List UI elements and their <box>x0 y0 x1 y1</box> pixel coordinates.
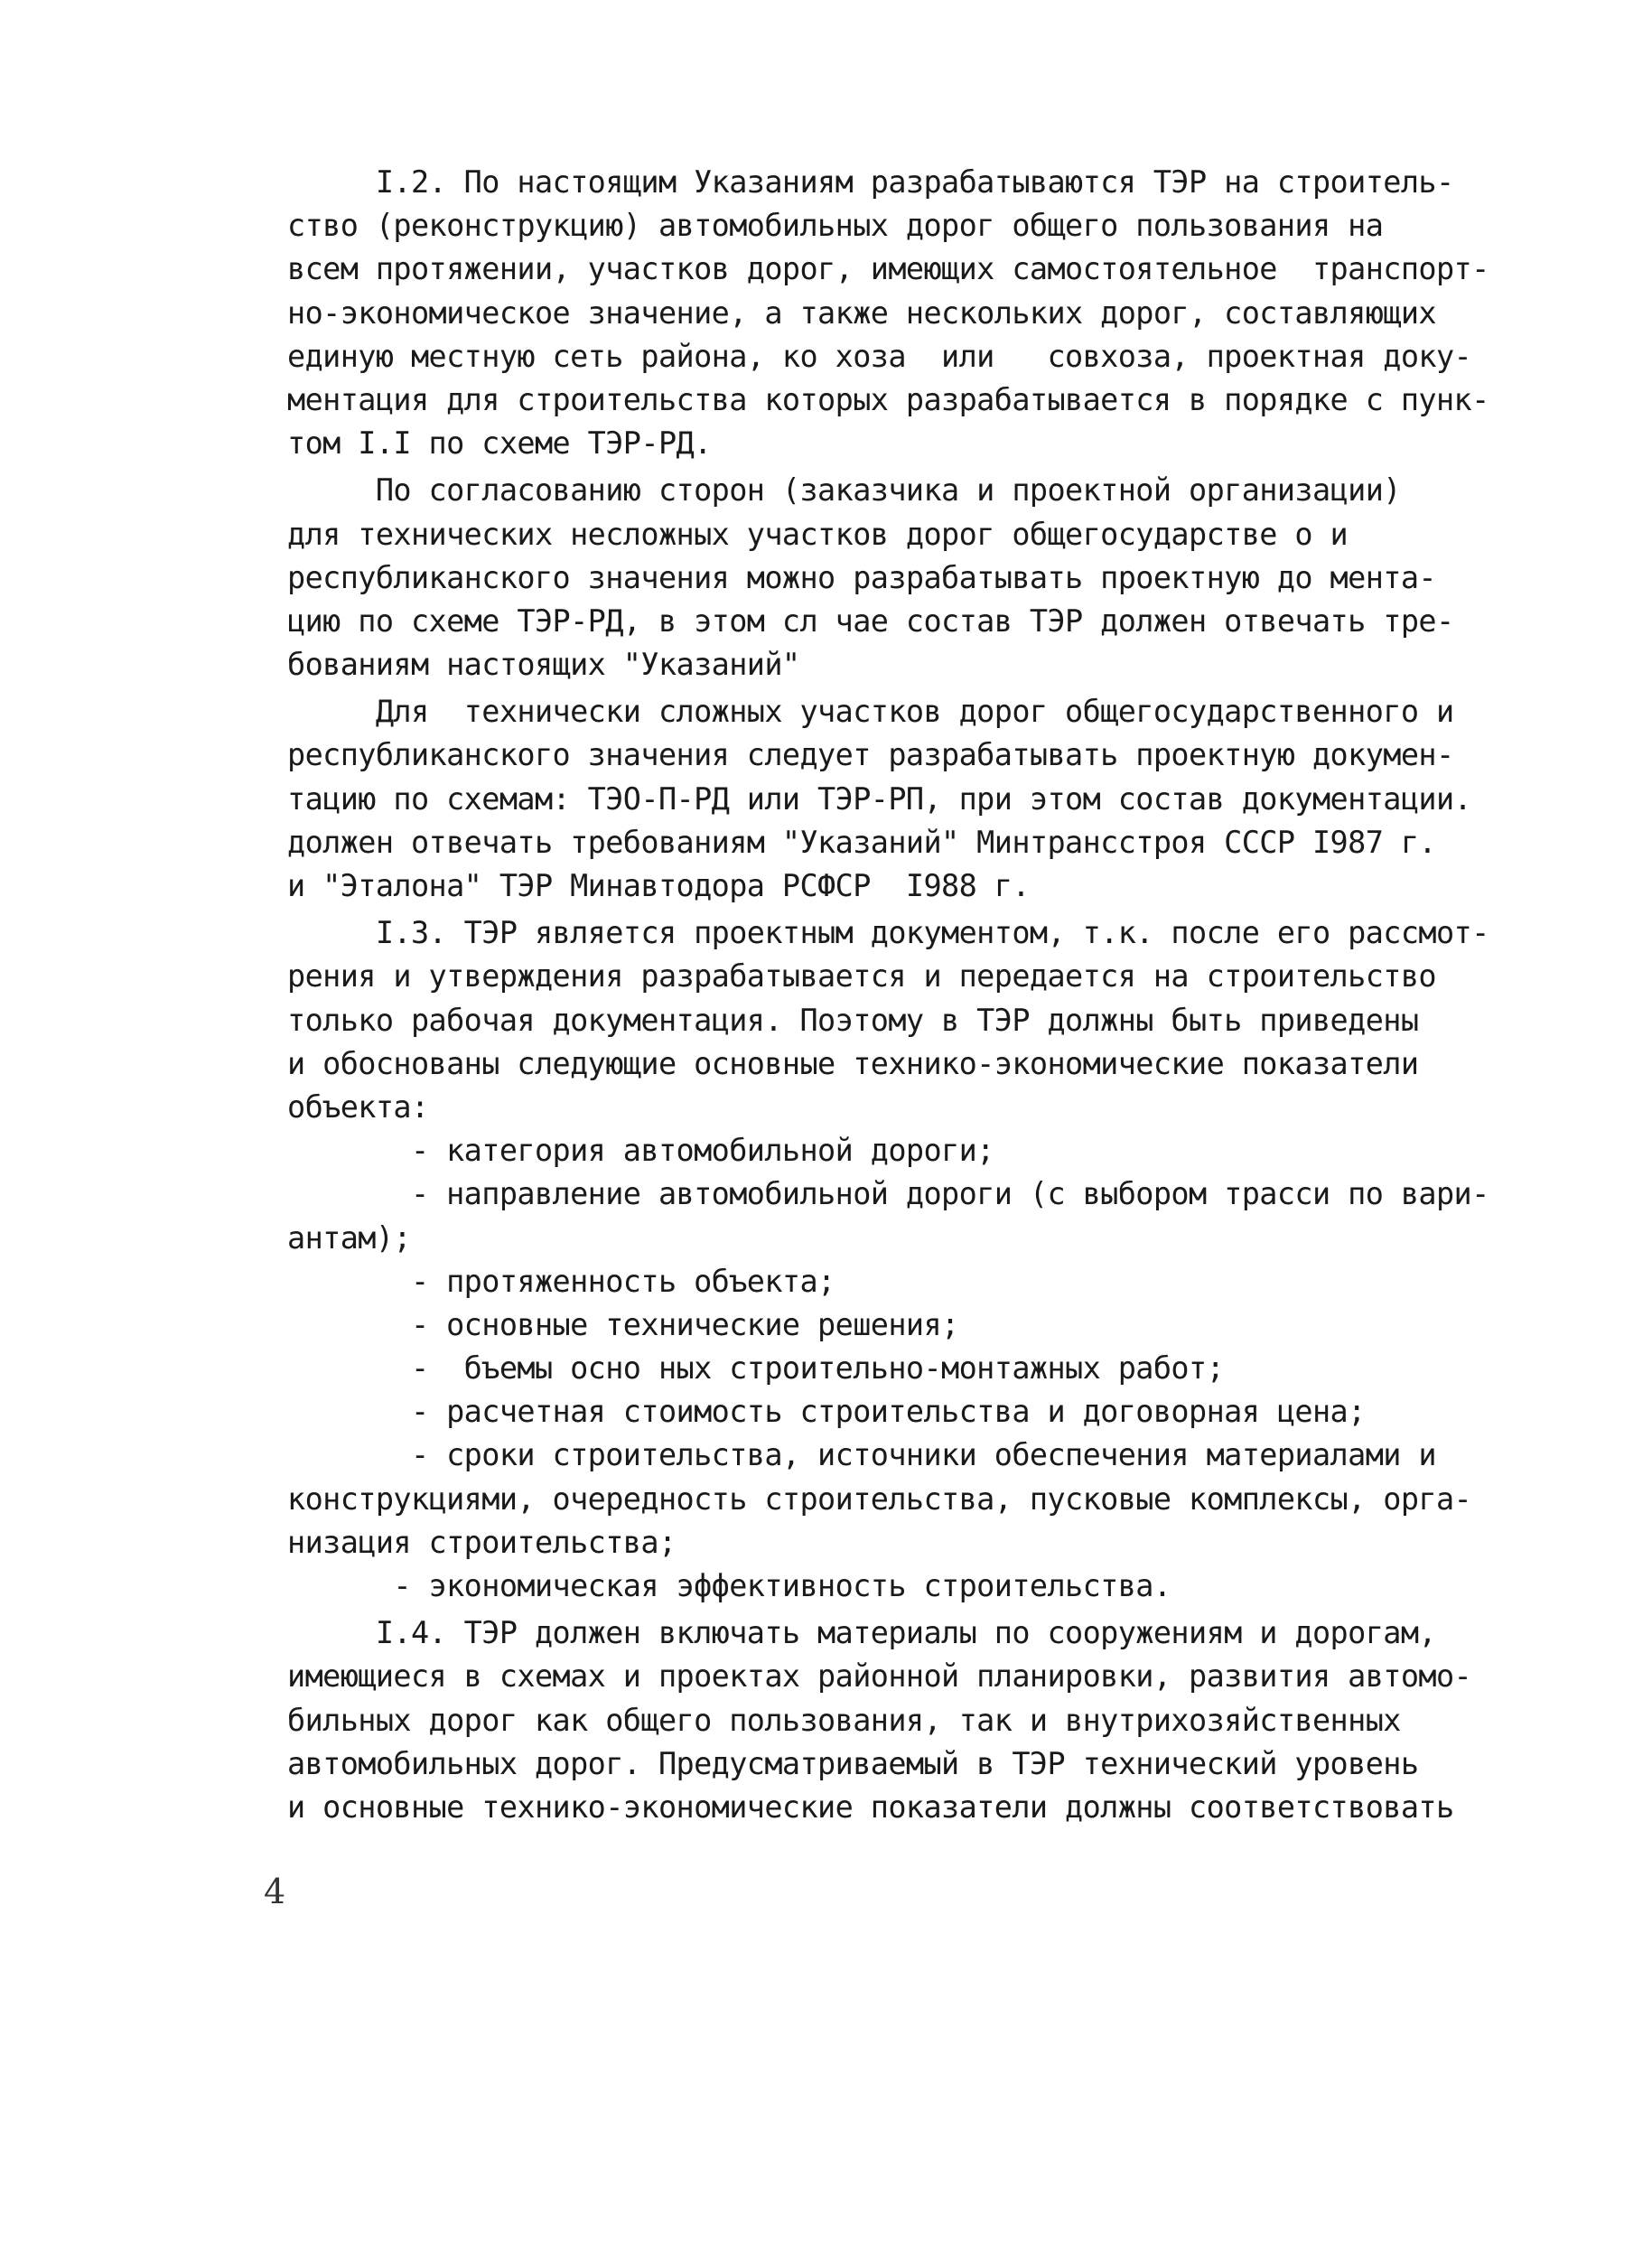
text-line: низация строительства; <box>287 1524 677 1560</box>
text-line: - основные технические решения; <box>287 1306 959 1342</box>
text-line: Для технически сложных участков дорог общегосударственного и <box>287 694 1454 730</box>
text-line: I.3. ТЭР является проектным документом, т.к. после его рассмот- <box>287 915 1489 951</box>
text-line: тацию по схемам: ТЭО-П-РД или ТЭР-РП, при этом состав документации. <box>287 780 1472 817</box>
body-text <box>287 161 1552 1829</box>
text-line: объекта: <box>287 1088 429 1125</box>
text-line: всем протяжении, участков дорог, имеющих самостоятельное транспорт- <box>287 251 1489 287</box>
text-line: конструкциями, очередность строительства, пусковые комплексы, орга- <box>287 1480 1472 1517</box>
text-line: - категория автомобильной дороги; <box>287 1133 994 1169</box>
text-line: I.4. ТЭР должен включать материалы по сооружениям и дорогам, <box>287 1615 1436 1651</box>
text-line: По согласованию сторон (заказчика и проектной организации) <box>287 472 1401 509</box>
text-line: для технических несложных участков дорог общегосударстве о и <box>287 516 1349 552</box>
text-line: ментация для строительства которых разрабатывается в порядке с пунк- <box>287 381 1489 417</box>
text-line: - бъемы осно ных строительно-монтажных работ; <box>287 1350 1225 1387</box>
text-line: имеющиеся в схемах и проектах районной планировки, развития автомо- <box>287 1658 1472 1695</box>
text-line: антам); <box>287 1219 411 1256</box>
text-line: I.2. По настоящим Указаниям разрабатываются ТЭР на строитель- <box>287 164 1454 200</box>
text-line: рения и утверждения разрабатывается и передается на строительство <box>287 958 1436 995</box>
text-line: и основные технико-экономические показатели должны соответствовать <box>287 1789 1454 1825</box>
text-line: бильных дорог как общего пользования, так и внутрихозяйственных <box>287 1702 1401 1738</box>
text-line: - протяженность объекта; <box>287 1263 835 1299</box>
text-line: - сроки строительства, источники обеспечения материалами и <box>287 1437 1436 1473</box>
text-line: единую местную сеть района, ко хоза или совхоза, проектная доку- <box>287 338 1472 374</box>
text-line: должен отвечать требованиям "Указаний" Минтрансстроя СССР I987 г. <box>287 824 1436 860</box>
text-line: и обоснованы следующие основные технико-экономические показатели <box>287 1045 1419 1081</box>
text-line: но-экономическое значение, а также нескольких дорог, составляющих <box>287 294 1436 331</box>
text-line: том I.I по схеме ТЭР-РД. <box>287 425 712 462</box>
text-line: цию по схеме ТЭР-РД, в этом сл чае состав ТЭР должен отвечать тре- <box>287 602 1454 639</box>
text-line: автомобильных дорог. Предусматриваемый в ТЭР технический уровень <box>287 1745 1419 1781</box>
text-line: и "Эталона" ТЭР Минавтодора РСФСР I988 г. <box>287 868 1030 903</box>
text-line: ство (реконструкцию) автомобильных дорог общего пользования на <box>287 208 1384 244</box>
text-line: - направление автомобильной дороги (с выбором трасси по вари- <box>287 1176 1489 1212</box>
text-line: - экономическая эффективность строительства. <box>287 1568 1171 1603</box>
text-line: республиканского значения можно разрабатывать проектную до мента- <box>287 559 1436 595</box>
page-number: 4 <box>264 1872 286 1911</box>
text-line: республиканского значения следует разрабатывать проектную докумен- <box>287 737 1454 773</box>
text-line: - расчетная стоимость строительства и договорная цена; <box>287 1394 1366 1430</box>
text-line: только рабочая документация. Поэтому в ТЭР должны быть приведены <box>287 1002 1419 1038</box>
text-line: бованиям настоящих "Указаний" <box>287 647 800 683</box>
